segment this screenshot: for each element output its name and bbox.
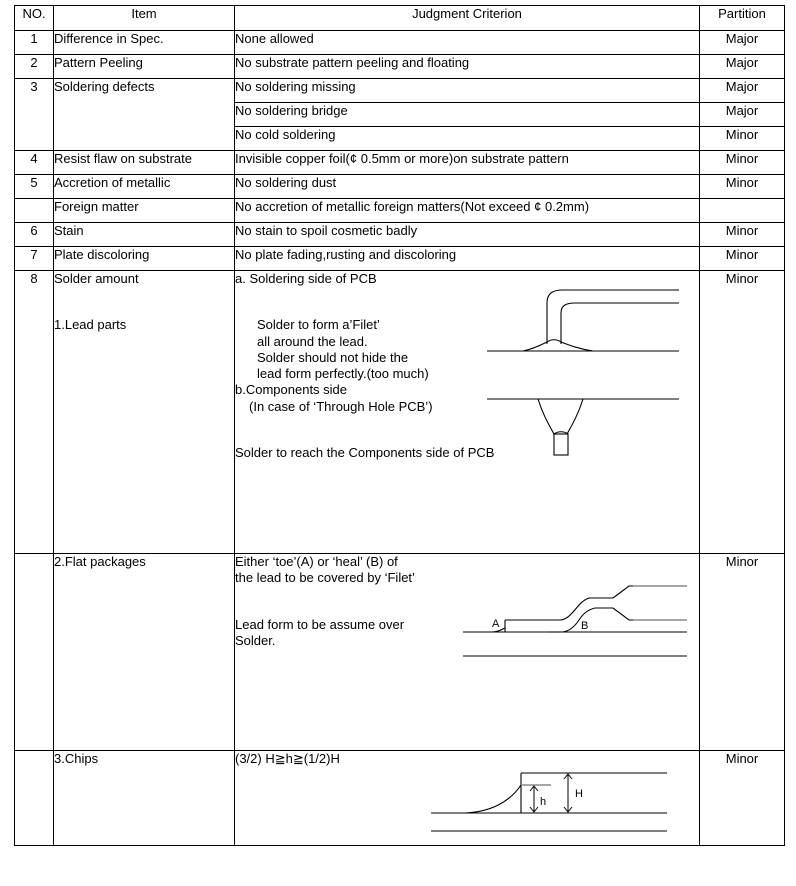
criterion-text-block (235, 554, 699, 649)
cell-criterion (235, 751, 700, 846)
criterion-line-covered-filet: the lead to be covered by ‘Filet’ (235, 570, 415, 586)
cell-partition: Minor (700, 271, 785, 554)
criterion-flat-packages (235, 554, 699, 750)
criterion-chips (235, 751, 699, 845)
dimension-H (564, 774, 583, 812)
table-row-flat-packages (15, 554, 785, 751)
item-title-solder-amount: Solder amount (54, 271, 139, 286)
spacer (54, 302, 234, 317)
criterion-line-toe-heel: Either ‘toe’(A) or ‘heal’ (B) of (235, 554, 398, 569)
cell-partition: Major (700, 31, 785, 55)
criterion-line-filet: Solder to form a’Filet’ (257, 317, 380, 333)
chip-solder-height-figure (417, 765, 682, 845)
criterion-line-solder: Solder. (235, 632, 276, 648)
table-row (15, 223, 785, 247)
criterion-text-block (235, 751, 699, 767)
table-row (15, 79, 785, 103)
cell-no: 8 (15, 271, 54, 554)
cell-criterion: No soldering dust (235, 175, 700, 199)
table-row (15, 151, 785, 175)
spacer (54, 287, 234, 302)
cell-no: 3 (15, 79, 54, 151)
item-sub-chips: 3.Chips (54, 751, 99, 766)
criterion-formula-chips: (3/2) H≧h≧(1/2)H (235, 751, 340, 766)
item-lead-parts-block (54, 271, 234, 553)
item-sub-lead-parts: 1.Lead parts (54, 317, 127, 333)
cell-item (54, 751, 235, 846)
header-criterion: Judgment Criterion (235, 6, 700, 31)
figure-label-big-H: H (575, 788, 583, 800)
cell-no: 2 (15, 55, 54, 79)
criterion-line-b: b.Components side (235, 382, 348, 398)
dimension-h (530, 786, 546, 812)
criterion-line-lead-form: Lead form to be assume over (235, 616, 405, 632)
figure-label-toe: A (492, 618, 500, 630)
cell-criterion: Invisible copper foil(¢ 0.5mm or more)on substrate pattern (235, 151, 700, 175)
cell-no: 6 (15, 223, 54, 247)
table-row (15, 31, 785, 55)
cell-no: 7 (15, 247, 54, 271)
cell-item: Plate discoloring (54, 247, 235, 271)
criterion-line-too-much: lead form perfectly.(too much) (257, 366, 429, 381)
cell-criterion: No plate fading,rusting and discoloring (235, 247, 700, 271)
table-row (15, 175, 785, 199)
table-row-chips (15, 751, 785, 846)
cell-criterion: No soldering missing (235, 79, 700, 103)
cell-criterion: No substrate pattern peeling and floating (235, 55, 700, 79)
cell-criterion (235, 271, 700, 554)
table-row (15, 247, 785, 271)
spacer (235, 287, 699, 302)
cell-partition: Minor (700, 751, 785, 846)
cell-item: Stain (54, 223, 235, 247)
cell-no (15, 751, 54, 846)
cell-partition: Minor (700, 151, 785, 175)
criterion-solder-amount (235, 271, 699, 553)
cell-criterion: No stain to spoil cosmetic badly (235, 223, 700, 247)
cell-no: 4 (15, 151, 54, 175)
figure-chip-height-h-H (417, 765, 682, 845)
criterion-line-through-hole: (In case of ‘Through Hole PCB’) (249, 398, 433, 414)
header-partition: Partition (700, 6, 785, 31)
judgment-criteria-table (14, 5, 785, 846)
header-row (15, 6, 785, 31)
inspection-criteria-sheet (0, 5, 796, 886)
item-sub-flat-packages: 2.Flat packages (54, 554, 146, 569)
spacer (235, 430, 699, 445)
table-header (15, 6, 785, 31)
criterion-text-block (235, 271, 699, 461)
spacer (235, 602, 699, 617)
cell-item (54, 554, 235, 751)
cell-partition: Minor (700, 554, 785, 751)
figure-label-heel: B (581, 620, 589, 632)
table-row (15, 55, 785, 79)
cell-criterion: No accretion of metallic foreign matters(Not exceed ¢ 0.2mm) (235, 199, 700, 223)
cell-partition: Minor (700, 223, 785, 247)
cell-partition: Major (700, 55, 785, 79)
table-row-solder-amount (15, 271, 785, 554)
criterion-line-reach-components: Solder to reach the Components side of PCB (235, 444, 495, 460)
cell-no (15, 554, 54, 751)
header-no: NO. (15, 6, 54, 31)
spacer (235, 302, 699, 317)
cell-partition: Major (700, 103, 785, 127)
cell-criterion: None allowed (235, 31, 700, 55)
cell-no: 1 (15, 31, 54, 55)
table-body (15, 31, 785, 846)
criterion-line-around-lead: all around the lead. (257, 333, 368, 349)
spacer (235, 587, 699, 602)
spacer (235, 415, 699, 430)
cell-criterion: No soldering bridge (235, 103, 700, 127)
cell-criterion (235, 554, 700, 751)
cell-item: Difference in Spec. (54, 31, 235, 55)
criterion-line-not-hide: Solder should not hide the (257, 349, 409, 365)
cell-no (15, 199, 54, 223)
cell-partition: Minor (700, 175, 785, 199)
cell-partition: Major (700, 79, 785, 103)
cell-partition: Minor (700, 127, 785, 151)
cell-item: Resist flaw on substrate (54, 151, 235, 175)
cell-item: Soldering defects (54, 79, 235, 151)
cell-partition (700, 199, 785, 223)
cell-partition: Minor (700, 247, 785, 271)
cell-item: Foreign matter (54, 199, 235, 223)
header-item: Item (54, 6, 235, 31)
criterion-line-a: a. Soldering side of PCB (235, 271, 377, 286)
cell-item (54, 271, 235, 554)
cell-criterion: No cold soldering (235, 127, 700, 151)
figure-label-small-h: h (540, 796, 547, 808)
table-row (15, 199, 785, 223)
cell-item: Pattern Peeling (54, 55, 235, 79)
cell-no: 5 (15, 175, 54, 199)
cell-item: Accretion of metallic (54, 175, 235, 199)
